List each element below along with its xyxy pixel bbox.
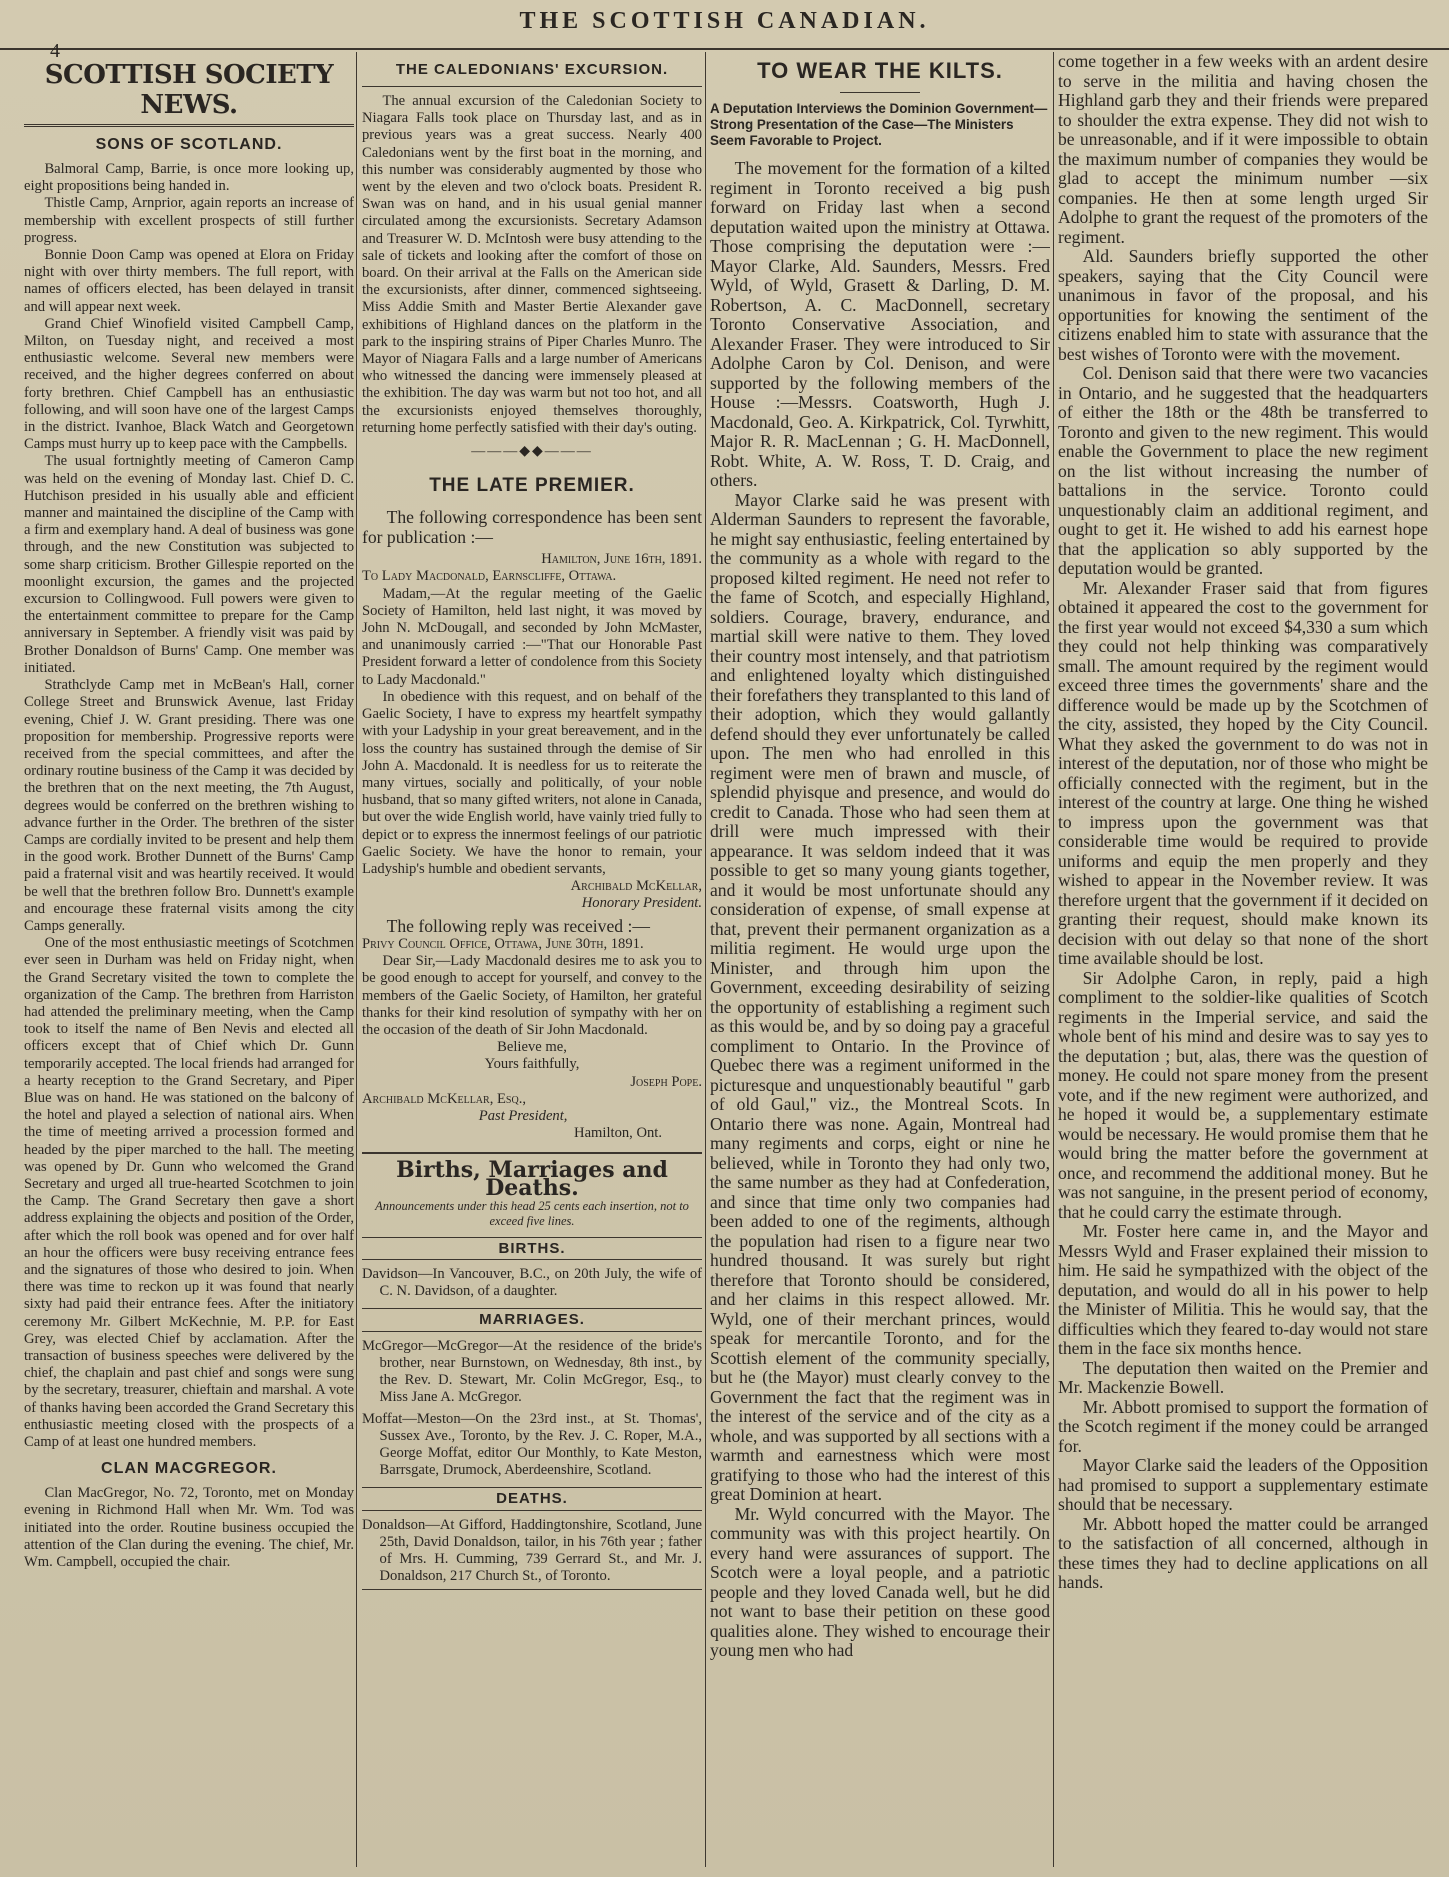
section-header-society-news: SCOTTISH SOCIETY NEWS.	[24, 60, 354, 127]
letter-paragraph: In obedience with this request, and on behalf of the Gaelic Society, I have to express my heartfelt sympathy with your Ladyship in your great bereavement, and in the loss the country has sustained through the demise of Sir John A. Macdonald. It is needless for us to reiterate the many virtues, socially and politically, of your noble husband, that so many gifted writers, not alone in Canada, but over the wide English world, have vainly tried fully to depict or to express the innermost feelings of our patriotic Gaelic Society. We have the honor to remain, your Ladyship's humble and obedient servants,	[362, 688, 702, 877]
news-item: Grand Chief Winofield visited Campbell Camp, Milton, on Tuesday night, and received a most enthusiastic welcome. Several new members were received, and the higher degrees conferred on about forty brethren. Chief Campbell has an enthusiastic following, and will soon have one of the largest Camps in the district. Ivanhoe, Black Watch and Georgetown Camps must hurry up to keep pace with the Campbells.	[24, 315, 354, 453]
column-rule	[705, 52, 706, 1867]
bmd-notice: Announcements under this head 25 cents each insertion, not to exceed five lines.	[375, 1198, 689, 1228]
column-rule	[356, 52, 357, 1867]
heading-clan-macgregor: CLAN MACGREGOR.	[101, 1460, 277, 1478]
letter-signature: Archibald McKellar,	[570, 878, 702, 895]
letter-addressee-place: Hamilton, Ont.	[574, 1125, 662, 1142]
article-paragraph: Mr. Alexander Fraser said that from figures obtained it appeared the cost to the government for the first year would not exceed $4,330 a sum which they could not help thinking was comparatively small. The amount required by the regiment would exceed three times the governments' share and the difference would be made up by the Scotchmen of the city, assisted, they hoped by the City Council. What they asked the government to do was not in interest of the deputation, nor of those who might be officially connected with the regiment, but in the interest of the country at large. One thing he wished to impress upon the government was that considerable time would be required to provide uniforms and equip the men properly and they wished to appear in the November review. It was therefore urgent that the government if it decided on granting their request, should make known its decision with out delay so that none of the short time available should be lost.	[1058, 577, 1428, 968]
letter-date: Privy Council Office, Ottawa, June 30th, 1891.	[362, 936, 644, 953]
letter-paragraph: Madam,—At the regular meeting of the Gaelic Society of Hamilton, held last night, it was moved by John N. McDougall, and seconded by John McMaster, and unanimously carried :—"That our Honorable Past President forward a letter of condolence from this Society to Lady Macdonald."	[362, 585, 702, 688]
divider	[840, 92, 920, 93]
article-subheading: A Deputation Interviews the Dominion Government—Strong Presentation of the Case—The Ministers Seem Favorable to Project.	[710, 101, 1048, 148]
column-2	[362, 52, 702, 1867]
article-paragraph: Col. Denison said that there were two vacancies in Ontario, and he suggested that the headquarters of either the 18th or the 48th be transferred to Toronto and given to the new regiment. This would enable the Government to place the new regiment on the list without increasing the number of battalions in the service. Toronto could unquestionably claim an additional regiment, and ought to get it. He wished to add his earnest hope that the application so ably supported by the deputation would be granted.	[1058, 363, 1428, 578]
letter-signature: Joseph Pope.	[630, 1073, 702, 1090]
bmd-box	[362, 1152, 702, 1590]
heading-deaths: DEATHS.	[362, 1487, 702, 1510]
article-paragraph: The annual excursion of the Caledonian Society to Niagara Falls took place on Thursday last, and as in previous years was a great success. Nearly 400 Caledonians went by the first boat in the morning, and this number was considerably augmented by those who went by the eleven and two o'clock boats. President R. Swan was on hand, and in his usual genial manner circulated among the excursionists. Secretary Adamson and Treasurer W. D. McIntosh were busy attending to the sale of tickets and looking after the comfort of those on board. On their arrival at the Falls on the American side the excursionists, after dinner, commenced sightseeing. Miss Addie Smith and Master Bertie Alexander gave exhibitions of Highland dances on the platform in the park to the inspiring strains of Piper Charles Munro. The Mayor of Niagara Falls and a large number of Americans who witnessed the dancing were immensely pleased at the exhibition. The day was warm but not too hot, and all the excursionists enjoyed themselves thoroughly, returning home perfectly satisfied with their day's outing.	[362, 93, 702, 436]
article-paragraph: Mr. Foster here came in, and the Mayor and Messrs Wyld and Fraser explained their mission to him. He said he sympathized with the object of the deputation, and would do all in his power to help the Minister of Militia. This he would say, that the difficulties which they feared to-day would not stare them in the face six months hence.	[1058, 1221, 1428, 1358]
news-item: Thistle Camp, Arnprior, again reports an increase of membership with excellent prospects of still further progress.	[24, 195, 354, 246]
heading-sons-of-scotland: SONS OF SCOTLAND.	[95, 136, 283, 153]
column-3	[710, 52, 1050, 1867]
letter-addressee-role: Past President,	[478, 1108, 568, 1125]
column-1	[24, 52, 354, 1867]
heading-births-marriages-deaths: Births, Marriages and Deaths.	[396, 1157, 668, 1201]
news-item: Balmoral Camp, Barrie, is once more looking up, eight propositions being handed in.	[24, 161, 354, 195]
divider	[362, 86, 702, 87]
masthead	[0, 0, 1449, 62]
article-paragraph: Mr. Abbott hoped the matter could be arranged to the satisfaction of all concerned, although in these times they had to decline applications on all hands.	[1058, 1513, 1428, 1592]
marriage-notice: McGregor—McGregor—At the residence of the bride's brother, near Burnstown, on Wednesday, 8th inst., by the Rev. D. Stewart, Mr. Colin McGregor, Esq., to Miss Jane A. McGregor.	[362, 1337, 702, 1406]
heading-marriages: MARRIAGES.	[362, 1308, 702, 1331]
marriage-notice: Moffat—Meston—On the 23rd inst., at St. Thomas', Sussex Ave., Toronto, by the Rev. J. C. Roper, M.A., George Moffat, editor Our Monthly, to Kate Meston, Barrsgate, Drumock, Aberdeenshire, Scotland.	[362, 1410, 702, 1479]
letter-closing: Yours faithfully,	[484, 1056, 580, 1073]
article-paragraph: The movement for the formation of a kilted regiment in Toronto received a big push forward on Friday last when a second deputation waited upon the ministry at Ottawa. Those comprising the deputation were :—Mayor Clarke, Ald. Saunders, Messrs. Fred Wyld, of Wyld, Grasett & Darling, D. M. Robertson, A. C. MacDonnell, secretary Toronto Conservative Association, and Alexander Fraser. They were introduced to Sir Adolphe Caron by Col. Denison, and were supported by the following members of the House :—Messrs. Coatsworth, Hugh J. Macdonald, Geo. A. Kirkpatrick, Col. Tyrwhitt, Major R. R. MacLennan ; G. H. MacDonnell, Robt. White, A. W. Ross, T. D. Craig, and others.	[710, 158, 1050, 490]
letter-closing: Believe me,	[497, 1039, 567, 1056]
news-item: Strathclyde Camp met in McBean's Hall, corner College Street and Brunswick Avenue, last Friday evening, Chief J. W. Grant presiding. There was one proposition for membership. Progressive reports were received from the special committees, and after the ordinary routine business of the Camp it was decided by the brethren that on the next meeting, the 7th August, degrees would be conferred on the brethren wishing to advance further in the Order. The brethren of the sister Camps are cordially invited to be present and help them in the good work. Brother Dunnett of the Burns' Camp paid a fraternal visit and was heartily received. It would be well that the brethren follow Bro. Dunnett's example and encourage these fraternal visits among the city Camps generally.	[24, 677, 354, 934]
news-item: The usual fortnightly meeting of Cameron Camp was held on the evening of Monday last. Chief D. C. Hutchison presided in his usually able and efficient manner and maintained the discipline of the Camp with a firm and exemplary hand. A deal of business was gone through, and the new Constitution was subjected to some sharp criticism. Brother Gillespie reported on the moonlight excursion, the games and the projected excursion to Collingwood. Full powers were given to the entertainment committee to prepare for the Camp anniversary in September. A friendly visit was paid by Brother Donaldson of Burns' Camp. One member was initiated.	[24, 453, 354, 676]
article-paragraph: The following reply was received :—	[386, 915, 650, 936]
page-number: 4	[50, 40, 60, 62]
newspaper-title: THE SCOTTISH CANADIAN.	[519, 8, 930, 34]
letter-addressee: Archibald McKellar, Esq.,	[362, 1090, 526, 1107]
heading-births: BIRTHS.	[362, 1237, 702, 1260]
article-paragraph: Mr. Abbott promised to support the formation of the Scotch regiment if the money could be arranged for.	[1058, 1396, 1428, 1456]
article-paragraph: Sir Adolphe Caron, in reply, paid a high compliment to the soldier-like qualities of Scotch regiments in the Imperial service, and said the whole bent of his mind and desire was to say yes to the deputation ; but, alas, there was the question of money. He could not spare money from the present vote, and if the new regiment were authorized, and he hoped it would be, a supplementary estimate would be necessary. He would promise them that he would bring the matter before the government at once, and recommend the additional money. But he was not sanguine, in the present period of economy, that he could carry the estimate through.	[1058, 967, 1428, 1222]
news-item: One of the most enthusiastic meetings of Scotchmen ever seen in Durham was held on Friday night, when the Grand Secretary visited the town to complete the organization of the Camp. The brethren from Harriston had attended the preliminary meeting, when the Camp took to itself the name of Ben Nevis and elected all officers except that of Chief which Dr. Gunn temporarily accepted. The local friends had arranged for a hearty reception to the Grand Secretary, and Piper Blue was on hand. He was stationed on the balcony of the hotel and played a selection of national airs. When the time of meeting arrived a procession formed and headed by the piper marched to the hall. The meeting was opened by Dr. Gunn who welcomed the Grand Secretary and urged all true-hearted Scotchmen to join the Camp. The Grand Secretary then gave a short address explaining the objects and position of the Order, after which the roll book was opened and for over half an hour the officers were busy receiving entrance fees and the signatures of those who desired to join. When there was time to reckon up it was found that nearly sixty had paid their entrance fees. After the initiatory ceremony Mr. Gilbert McKechnie, M. P.P. for East Grey, was elected Chief by acclamation. After the transaction of business speeches were delivered by the chief, the chaplain and past chief and songs were sung by the secretary, treasurer, chieftain and marshal. A vote of thanks having been accorded the Grand Secretary this enthusiastic meeting closed with the prospects of a Camp of at least one hundred members.	[24, 935, 354, 1451]
column-rule	[1053, 52, 1054, 1867]
heading-to-wear-the-kilts: TO WEAR THE KILTS.	[757, 58, 1003, 83]
article-paragraph: Ald. Saunders briefly supported the other speakers, saying that the City Council were unanimous in favor of the proposal, and his opportunities for knowing the sentiment of the citizens enabled him to state with assurance that the best wishes of Toronto were with the movement.	[1058, 246, 1428, 364]
heading-caledonians-excursion: THE CALEDONIANS' EXCURSION.	[395, 61, 669, 78]
news-item: Bonnie Doon Camp was opened at Elora on Friday night with over thirty members. The full report, with names of officers elected, has been delayed in transit and will appear next week.	[24, 247, 354, 315]
letter-paragraph: Dear Sir,—Lady Macdonald desires me to ask you to be good enough to accept for yourself, and convey to the members of the Gaelic Society, of Hamilton, her grateful thanks for their kind resolution of sympathy with her on the occasion of the death of Sir John Macdonald.	[362, 953, 702, 1039]
column-4	[1058, 52, 1428, 1867]
letter-recipient: To Lady Macdonald, Earnscliffe, Ottawa.	[362, 568, 617, 585]
letter-signature-role: Honorary President.	[581, 895, 702, 912]
heading-late-premier: THE LATE PREMIER.	[429, 475, 635, 497]
article-paragraph: Mayor Clarke said he was present with Alderman Saunders to represent the favorable, he might say enthusiastic, feeling entertained by the community as a whole with regard to the proposed kilted regiment. He need not refer to the fame of Scotch, and especially Highland, soldiers. Courage, bravery, endurance, and martial skill were native to them. They loved their country most intensely, and that patriotism and enlightened loyalty which distinguished their forefathers they transplanted to this land of their adoption, which they would gallantly defend should they ever unfortunately be called upon. The men who had enrolled in this regiment were men of brawn and muscle, of splendid phyisque and presence, and would do credit to Canada. Those who had seen them at drill were much impressed with their appearance. It was seldom indeed that it was possible to get so many young giants together, and it would be most unfortunate should any consideration of expense, of small expense at that, prevent their permanent organization as a militia regiment. He would urge upon the Minister, and through him upon the Government, exceeding desirability of seizing the opportunity of establishing a regiment such as this would be, and by so doing pay a graceful compliment to Ontario. In the Province of Quebec there was a regiment uniformed in the picturesque and unquestionably beautiful " garb of old Gaul," viz., the Montreal Scots. In Ontario there was none. Again, Montreal had many regiments and corps, eight or nine he believed, while in Toronto they had only two, the same number as they had at Confederation, and since that time only two companies had been added to one of the regiments, although the population had risen to a figure near two hundred thousand. It was surely but right therefore that Toronto should be considered, and her claims in this respect allowed. Mr. Wyld, one of their merchant princes, would speak for mercantile Toronto, and for the Scottish element of the community specially, but he (the Mayor) must clearly convey to the Government the fact that the regiment was in the interest of the service and of the city as a whole, and was supported by all sections with a warmth and earnestness which were most gratifying to those who had the interest of this great Dominion at heart.	[710, 489, 1050, 1504]
article-paragraph: The deputation then waited on the Premier and Mr. Mackenzie Bowell.	[1058, 1357, 1428, 1397]
news-item: Clan MacGregor, No. 72, Toronto, met on Monday evening in Richmond Hall when Mr. Wm. Tod was initiated into the order. Routine business occupied the attention of the Clan during the evening. The chief, Mr. Wm. Campbell, occupied the chair.	[24, 1485, 354, 1571]
article-paragraph: Mr. Wyld concurred with the Mayor. The community was with this project heartily. On every hand were assurances of support. The Scotch were a loyal people, and a patriotic people and they loved Canada well, but he did not want to base their petition on these good qualities alone. They wished to encourage their young men who had	[710, 1503, 1050, 1660]
birth-notice: Davidson—In Vancouver, B.C., on 20th July, the wife of C. N. Davidson, of a daughter.	[362, 1266, 702, 1300]
article-paragraph: The following correspondence has been sent for publication :—	[362, 507, 702, 547]
article-paragraph: come together in a few weeks with an ardent desire to serve in the militia and having chosen the Highland garb they and their friends were prepared to shoulder the extra expense. They did not wish to be unreasonable, and if it were impossible to obtain the maximum number of companies they would be glad to accept the minimum number —six companies. He then at some length urged Sir Adolphe to grant the request of the promoters of the regiment.	[1058, 52, 1428, 247]
ornamental-divider: ———◆◆———	[471, 444, 593, 460]
article-paragraph: Mayor Clarke said the leaders of the Opposition had promised to support a supplementary estimate should that be necessary.	[1058, 1455, 1428, 1514]
letter-date: Hamilton, June 16th, 1891.	[541, 551, 702, 568]
death-notice: Donaldson—At Gifford, Haddingtonshire, Scotland, June 25th, David Donaldson, tailor, in his 76th year ; father of Mrs. H. Cumming, 739 Gerrard St., and Mr. J. Donaldson, 217 Church St., of Toronto.	[362, 1516, 702, 1585]
